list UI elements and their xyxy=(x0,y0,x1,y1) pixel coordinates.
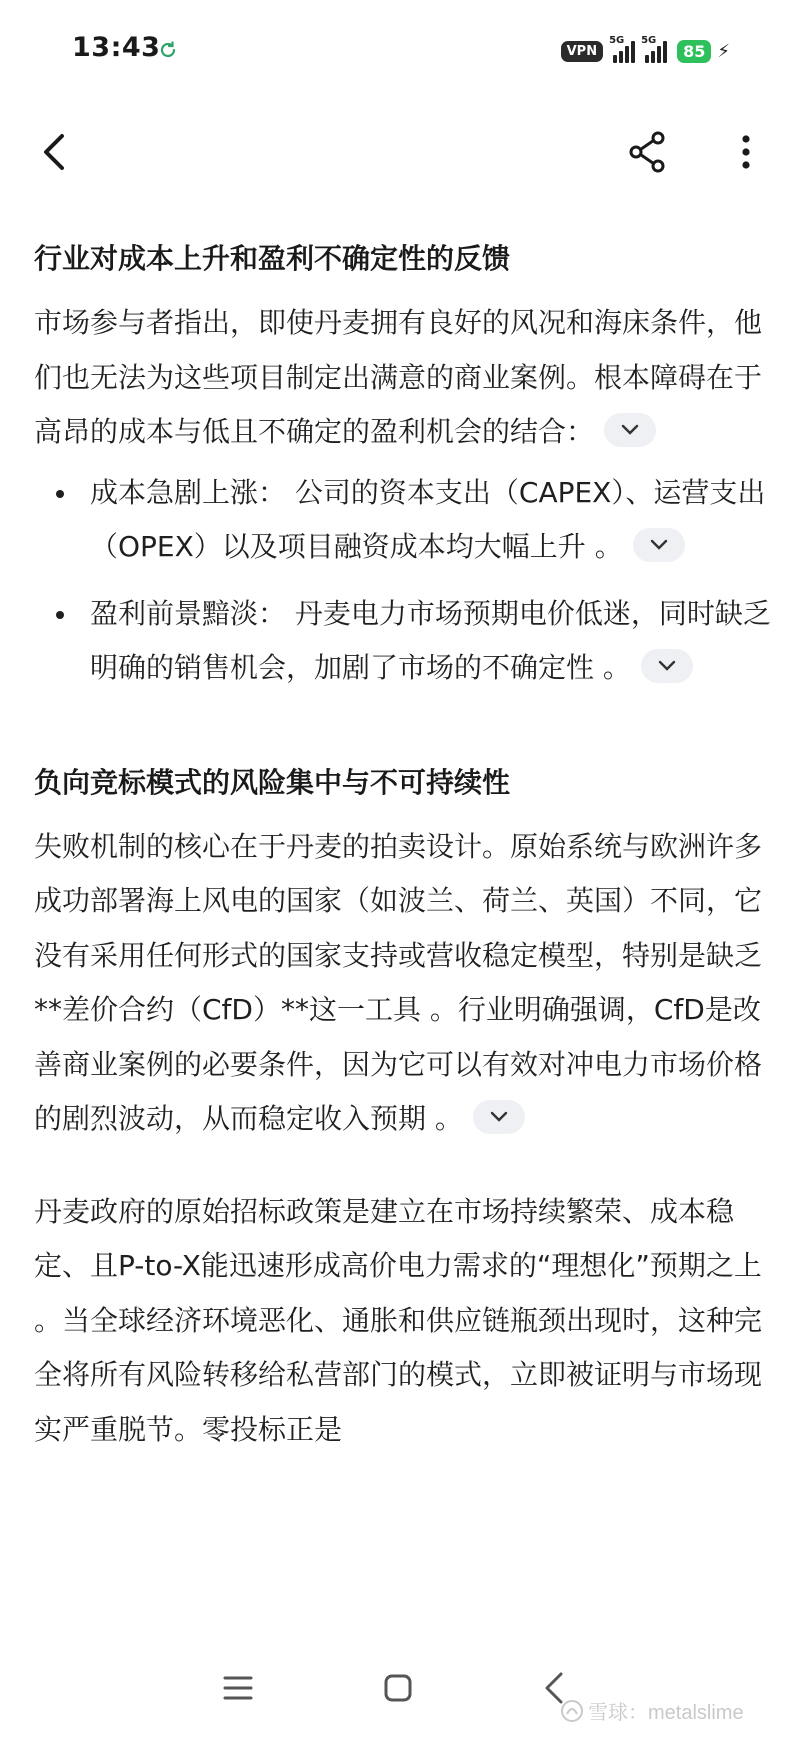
bullet-list xyxy=(34,466,772,696)
menu-icon[interactable] xyxy=(220,1670,256,1706)
more-options-button[interactable] xyxy=(720,126,772,178)
expand-source-button[interactable] xyxy=(633,528,685,562)
expand-source-button[interactable] xyxy=(641,649,693,683)
status-bar xyxy=(0,0,800,104)
section-heading: 负向竞标模式的风险集中与不可持续性 xyxy=(34,765,511,799)
section-heading: 行业对成本上升和盈利不确定性的反馈 xyxy=(34,242,511,275)
watermark-text: 雪球：metalslime xyxy=(588,1702,744,1724)
home-square-icon[interactable] xyxy=(378,1668,418,1708)
chevron-down-icon xyxy=(657,660,677,672)
snowball-logo-icon xyxy=(560,1699,584,1723)
expand-source-button[interactable] xyxy=(473,1100,525,1134)
chevron-down-icon xyxy=(489,1111,509,1123)
article-content xyxy=(34,236,772,1457)
list-item: 盈利前景黯淡： 丹麦电力市场预期电价低迷，同时缺乏明确的销售机会，加剧了市场的不确定性 。 xyxy=(34,587,772,696)
status-time: 13:43 xyxy=(72,32,161,63)
sync-icon xyxy=(158,40,178,60)
watermark xyxy=(560,1696,744,1725)
back-button[interactable] xyxy=(30,126,82,178)
list-item: 成本急剧上涨： 公司的资本支出（CAPEX）、运营支出（OPEX）以及项目融资成本均大幅上升 。 xyxy=(34,466,772,575)
signal-icon: 5G xyxy=(641,39,667,63)
share-button[interactable] xyxy=(622,126,674,178)
battery-badge: 85 xyxy=(677,40,711,63)
vpn-badge: VPN xyxy=(561,41,603,62)
signal-icon: 5G xyxy=(609,39,635,63)
status-indicators xyxy=(561,36,730,66)
chevron-down-icon xyxy=(620,424,640,436)
section-paragraph: 丹麦政府的原始招标政策是建立在市场持续繁荣、成本稳定、且P-to-X能迅速形成高价电力需求的“理想化”预期之上 。当全球经济环境恶化、通胀和供应链瓶颈出现时，这种完全将所有风险转移给私营部门的模式，立即被证明与市场现实严重脱节。零投标正是 xyxy=(34,1194,763,1446)
expand-source-button[interactable] xyxy=(604,413,656,447)
app-toolbar xyxy=(0,104,800,200)
chevron-down-icon xyxy=(649,539,669,551)
charging-icon: ⚡ xyxy=(717,40,730,62)
section-paragraph: 市场参与者指出，即使丹麦拥有良好的风况和海床条件，他们也无法为这些项目制定出满意的商业案例。根本障碍在于高昂的成本与低且不确定的盈利机会的结合： xyxy=(34,306,763,448)
section-paragraph: 失败机制的核心在于丹麦的拍卖设计。原始系统与欧洲许多成功部署海上风电的国家（如波兰、荷兰、英国）不同，它没有采用任何形式的国家支持或营收稳定模型，特别是缺乏**差价合约（CfD）**这一工具 。行业明确强调，CfD是改善商业案例的必要条件，因为它可以有效对冲电力市场价格的剧烈波动，从而稳定收入预期 。 xyxy=(34,829,763,1135)
